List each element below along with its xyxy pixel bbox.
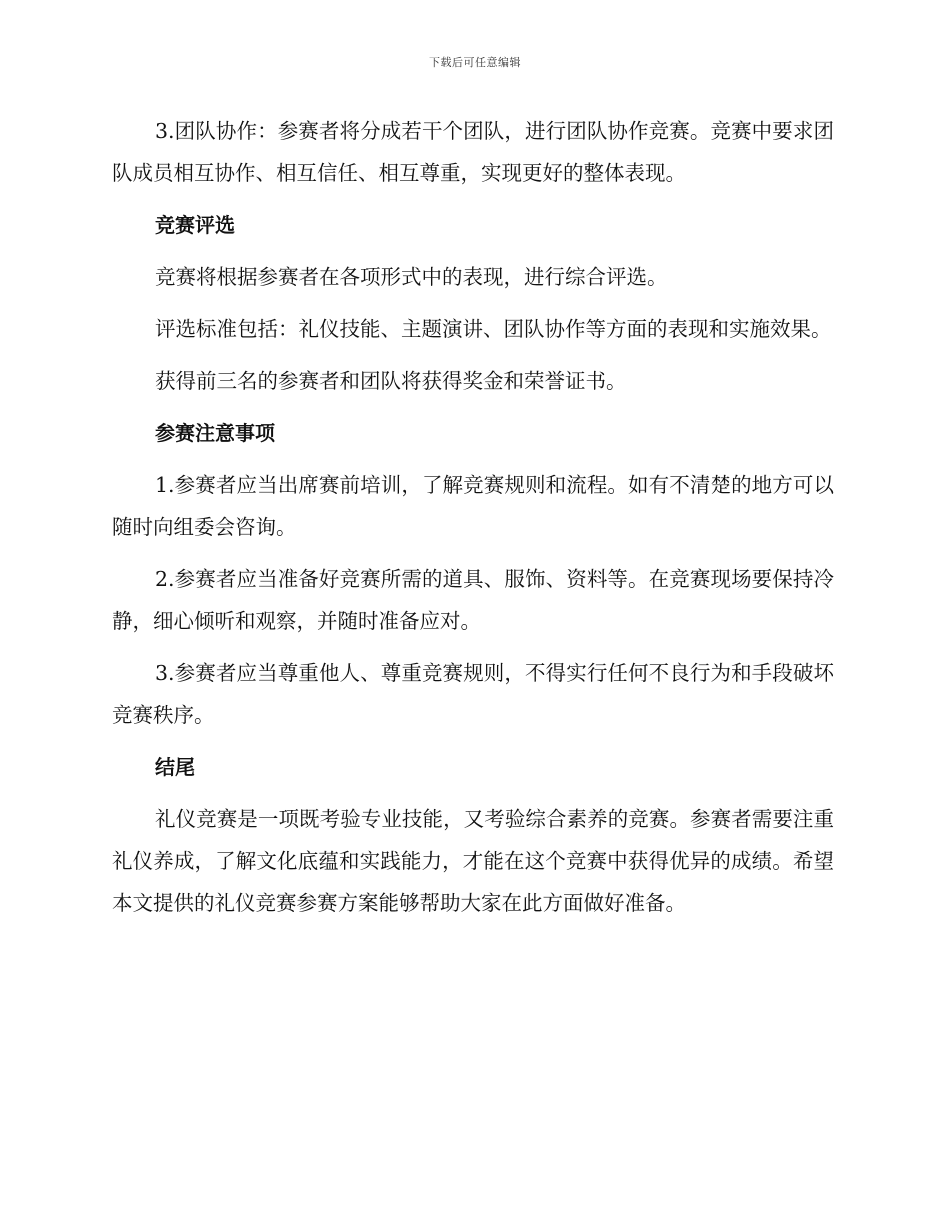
- paragraph-conclusion: 礼仪竞赛是一项既考验专业技能，又考验综合素养的竞赛。参赛者需要注重礼仪养成，了解文化底蕴和实践能力，才能在这个竞赛中获得优异的成绩。希望本文提供的礼仪竞赛参赛方案能够帮助大家在此方面做好准备。: [112, 807, 834, 915]
- document-body: [112, 110, 834, 934]
- paragraph-judging-criteria: 评选标准包括：礼仪技能、主题演讲、团队协作等方面的表现和实施效果。: [155, 317, 832, 341]
- paragraph-team-collaboration: 3.团队协作：参赛者将分成若干个团队，进行团队协作竞赛。竞赛中要求团队成员相互协作、相互信任、相互尊重，实现更好的整体表现。: [112, 119, 834, 185]
- paragraph-judging-overview: 竞赛将根据参赛者在各项形式中的表现，进行综合评选。: [155, 265, 668, 289]
- section-heading-notes: 参赛注意事项: [155, 421, 275, 445]
- page-header: 下载后可任意编辑: [429, 56, 521, 69]
- paragraph-note-training: 1.参赛者应当出席赛前培训，了解竞赛规则和流程。如有不清楚的地方可以随时向组委会咨询。: [112, 473, 834, 539]
- section-heading-judging: 竞赛评选: [155, 213, 235, 237]
- paragraph-note-conduct: 3.参赛者应当尊重他人、尊重竞赛规则，不得实行任何不良行为和手段破坏竞赛秩序。: [112, 661, 834, 727]
- paragraph-note-preparation: 2.参赛者应当准备好竞赛所需的道具、服饰、资料等。在竞赛现场要保持冷静，细心倾听和观察，并随时准备应对。: [112, 567, 834, 633]
- paragraph-awards: 获得前三名的参赛者和团队将获得奖金和荣誉证书。: [155, 369, 627, 393]
- section-heading-conclusion: 结尾: [155, 755, 195, 779]
